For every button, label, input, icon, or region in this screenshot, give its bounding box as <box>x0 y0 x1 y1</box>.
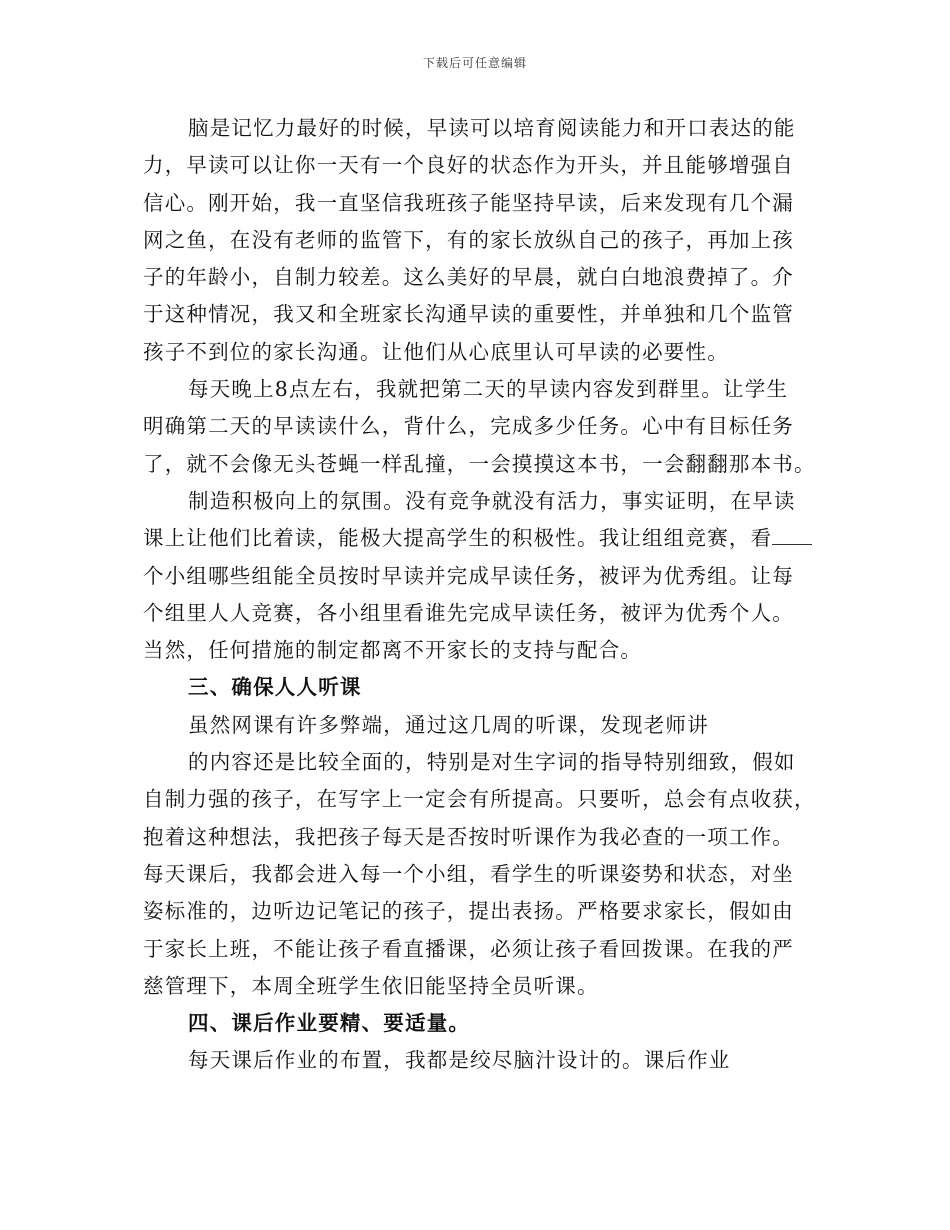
text-line: 信心。刚开始，我一直坚信我班孩子能坚持早读，后来发现有几个漏 <box>143 190 794 215</box>
paragraph-online-class <box>143 707 813 744</box>
text-line: 每天课后，我都会进入每一个小组，看学生的听课姿势和状态，对坐 <box>143 861 794 886</box>
text-line-with-blank <box>143 520 813 557</box>
text-line: 个组里人人竞赛，各小组里看谁先完成早读任务，被评为优秀个人。 <box>143 600 794 625</box>
text-line: 当然，任何措施的制定都离不开家长的支持与配合。 <box>143 638 643 663</box>
fill-blank <box>772 526 812 545</box>
document-body <box>143 110 816 1080</box>
text-line: 于这种情况，我又和全班家长沟通早读的重要性，并单独和几个监管 <box>143 302 794 327</box>
text-line: 虽然网课有许多弊端，通过这几周的听课，发现老师讲 <box>188 712 709 737</box>
heading-text: 三、确保人人听课 <box>188 675 362 700</box>
text-line: 脑是记忆力最好的时候，早读可以培育阅读能力和开口表达的能 <box>188 116 796 140</box>
text-line: 姿标准的，边听边记笔记的孩子，提出表扬。严格要求家长，假如由 <box>143 899 794 924</box>
text-line: 慈管理下，本周全班学生依旧能坚持全员听课。 <box>143 973 599 998</box>
text-line: 子的年龄小，自制力较差。这么美好的早晨，就白白地浪费掉了。介 <box>143 265 794 290</box>
section-heading-4 <box>143 1005 813 1042</box>
paragraph-competition <box>143 483 813 669</box>
text-line: 明确第二天的早读读什么，背什么，完成多少任务。心中有目标任务 <box>143 414 794 439</box>
text-line: 于家长上班，不能让孩子看直播课，必须让孩子看回拨课。在我的严 <box>143 936 794 961</box>
text-line: 力，早读可以让你一天有一个良好的状态作为开头，并且能够增强自 <box>143 153 794 178</box>
text-line: 抱着这种想法，我把孩子每天是否按时听课作为我必查的一项工作。 <box>143 824 794 849</box>
section-heading-3 <box>143 669 813 706</box>
text-line: 网之鱼，在没有老师的监管下，有的家长放纵自己的孩子，再加上孩 <box>143 227 794 252</box>
paragraph-early-reading-intro <box>143 110 813 371</box>
text-segment: 课上让他们比着读，能极大提高学生的积极性。我让组组竞赛，看 <box>143 526 773 551</box>
paragraph-class-content <box>143 744 816 1005</box>
paragraph-daily-content <box>143 371 816 483</box>
text-line: 自制力强的孩子，在写字上一定会有所提高。只要听，总会有点收获， <box>143 787 816 812</box>
text-line: 的内容还是比较全面的，特别是对生字词的指导特别细致，假如 <box>188 750 796 775</box>
text-line: 制造积极向上的氛围。没有竞争就没有活力，事实证明，在早读 <box>188 488 796 513</box>
paragraph-homework <box>143 1042 813 1079</box>
heading-text: 四、课后作业要精、要适量。 <box>188 1011 471 1036</box>
text-line: 每天晚上8点左右，我就把第二天的早读内容发到群里。让学生 <box>188 377 789 402</box>
text-line: 个小组哪些组能全员按时早读并完成早读任务，被评为优秀组。让每 <box>143 563 794 588</box>
text-line: 孩子不到位的家长沟通。让他们从心底里认可早读的必要性。 <box>143 339 729 364</box>
page-header: 下载后可任意编辑 <box>422 56 527 70</box>
text-line: 了，就不会像无头苍蝇一样乱撞，一会摸摸这本书，一会翻翻那本书。 <box>143 451 816 476</box>
text-line: 每天课后作业的布置，我都是绞尽脑汁设计的。课后作业 <box>188 1048 731 1073</box>
